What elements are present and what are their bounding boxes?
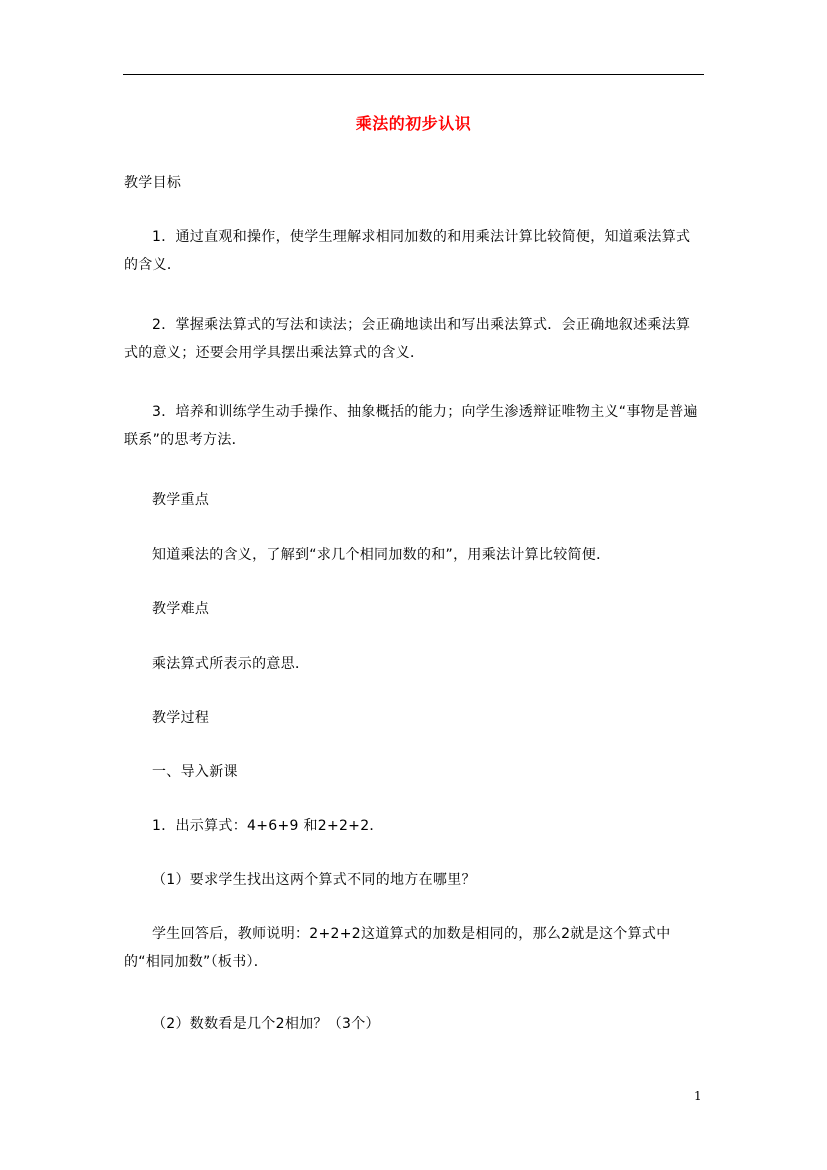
page-number: 1 — [694, 1089, 702, 1103]
heading-key-points: 教学重点 — [152, 492, 210, 508]
heading-teaching-process: 教学过程 — [152, 710, 210, 726]
header-rule — [123, 74, 704, 75]
heading-difficulties: 教学难点 — [152, 601, 210, 617]
section-intro-heading: 一、导入新课 — [152, 764, 238, 780]
goal-paragraph-2: 2．掌握乘法算式的写法和读法；会正确地读出和写出乘法算式．会正确地叙述乘法算式的意义；还要会用学具摆出乘法算式的含义． — [124, 317, 691, 361]
goal-paragraph-1: 1．通过直观和操作，使学生理解求相同加数的和用乘法计算比较简便，知道乘法算式的含义． — [124, 229, 691, 273]
question-2-paragraph: （2）数数看是几个2相加？（3个） — [152, 1016, 380, 1032]
question-1-paragraph: （1）要求学生找出这两个算式不同的地方在哪里？ — [152, 872, 476, 888]
difficulties-paragraph: 乘法算式所表示的意思． — [152, 656, 310, 672]
key-points-paragraph: 知道乘法的含义，了解到“求几个相同加数的和”，用乘法计算比较简便． — [152, 547, 611, 563]
teacher-explanation-paragraph: 学生回答后，教师说明：2+2+2这道算式的加数是相同的，那么2就是这个算式中的“相同加数”（板书）． — [124, 926, 671, 970]
goal-paragraph-3: 3．培养和训练学生动手操作、抽象概括的能力；向学生渗透辩证唯物主义“事物是普遍联系”的思考方法． — [124, 404, 698, 448]
heading-teaching-goals: 教学目标 — [124, 175, 182, 191]
document-title: 乘法的初步认识 — [355, 114, 472, 133]
step-1-paragraph: 1．出示算式：4+6+9 和2+2+2． — [152, 818, 384, 834]
